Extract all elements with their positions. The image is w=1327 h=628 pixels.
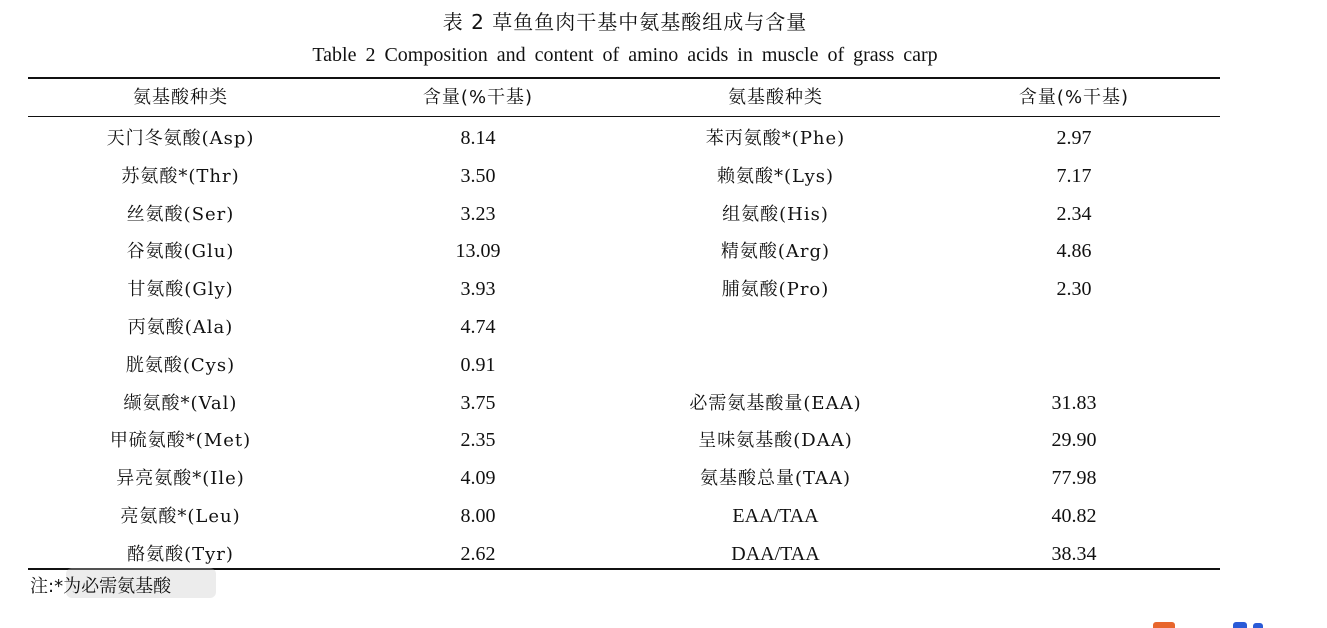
row-name-left: 酪氨酸(Tyr) [127, 543, 234, 565]
row-value-left: 3.23 [460, 202, 496, 225]
row-value-left: 3.50 [460, 164, 496, 187]
row-name-left: 亮氨酸*(Leu) [120, 505, 241, 527]
logo-fragment-blue-small [1253, 623, 1263, 628]
table-row [28, 271, 1220, 309]
row-name-left: 甘氨酸(Gly) [127, 279, 234, 301]
row-name-right: 组氨酸(His) [722, 203, 829, 225]
row-value-right: 40.82 [1051, 504, 1097, 527]
table-header-row [28, 83, 1220, 113]
row-value-right: 7.17 [1056, 164, 1092, 187]
row-value-right: 29.90 [1051, 429, 1097, 452]
table-header-rule [28, 116, 1220, 117]
row-value-right: 4.86 [1056, 240, 1092, 263]
row-value-left: 4.74 [460, 315, 496, 338]
table-footnote: 注:*为必需氨基酸 [30, 576, 172, 597]
row-name-left: 丙氨酸(Ala) [127, 316, 234, 338]
row-value-right: 2.34 [1056, 202, 1092, 225]
row-name-left: 丝氨酸(Ser) [126, 203, 235, 225]
row-value-right: 2.30 [1056, 278, 1092, 301]
header-amino-acid-type-right: 氨基酸种类 [728, 87, 823, 108]
row-name-right: 赖氨酸*(Lys) [716, 165, 835, 187]
row-value-left: 8.00 [460, 504, 496, 527]
table-row [28, 196, 1220, 234]
row-value-left: 2.35 [460, 429, 496, 452]
row-value-left: 4.09 [460, 467, 496, 490]
row-name-right: 脯氨酸(Pro) [721, 279, 830, 301]
row-name-left: 谷氨酸(Glu) [126, 241, 235, 263]
logo-fragment-blue [1233, 622, 1247, 628]
row-name-right: 苯丙氨酸*(Phe) [705, 128, 846, 149]
table-row [28, 120, 1220, 158]
table-body [28, 120, 1220, 574]
row-name-right: 必需氨基酸量(EAA) [689, 392, 862, 414]
table-top-rule [28, 77, 1220, 79]
table-row [28, 309, 1220, 347]
table-row [28, 460, 1220, 498]
row-name-right: 氨基酸总量(TAA) [699, 468, 852, 490]
table-row [28, 498, 1220, 536]
row-name-left: 苏氨酸*(Thr) [121, 165, 240, 187]
row-value-left: 2.62 [460, 542, 496, 565]
table-row [28, 233, 1220, 271]
row-name-left: 异亮氨酸*(Ile) [116, 468, 245, 490]
row-name-right: EAA/TAA [732, 504, 819, 527]
row-value-right: 2.97 [1056, 127, 1092, 149]
row-name-right: DAA/TAA [731, 542, 820, 565]
corner-logo [1153, 620, 1323, 628]
row-name-left: 甲硫氨酸*(Met) [109, 430, 252, 452]
header-amino-acid-type-left: 氨基酸种类 [133, 87, 228, 108]
table-row [28, 385, 1220, 423]
row-value-left: 3.93 [460, 278, 496, 301]
row-value-right: 31.83 [1051, 391, 1097, 414]
row-name-right: 精氨酸(Arg) [720, 241, 831, 263]
row-value-left: 3.75 [460, 391, 496, 414]
row-value-left: 8.14 [460, 127, 496, 149]
table-row [28, 158, 1220, 196]
table-title-english: Table 2 Composition and content of amino acids in muscle of grass carp [312, 44, 938, 66]
row-value-right: 38.34 [1051, 542, 1097, 565]
header-content-right: 含量(%干基) [1018, 87, 1130, 108]
row-value-left: 13.09 [455, 240, 501, 263]
row-name-left: 胱氨酸(Cys) [125, 354, 236, 376]
logo-fragment-orange [1153, 622, 1175, 628]
row-name-left: 天门冬氨酸(Asp) [106, 128, 255, 149]
row-name-right: 呈味氨基酸(DAA) [698, 430, 853, 452]
header-content-left: 含量(%干基) [422, 87, 534, 108]
table-row [28, 347, 1220, 385]
row-value-left: 0.91 [460, 353, 496, 376]
row-name-left: 缬氨酸*(Val) [123, 392, 238, 414]
table-row [28, 422, 1220, 460]
table-title-chinese: 表 2 草鱼鱼肉干基中氨基酸组成与含量 [442, 10, 808, 34]
row-value-right: 77.98 [1051, 467, 1097, 490]
